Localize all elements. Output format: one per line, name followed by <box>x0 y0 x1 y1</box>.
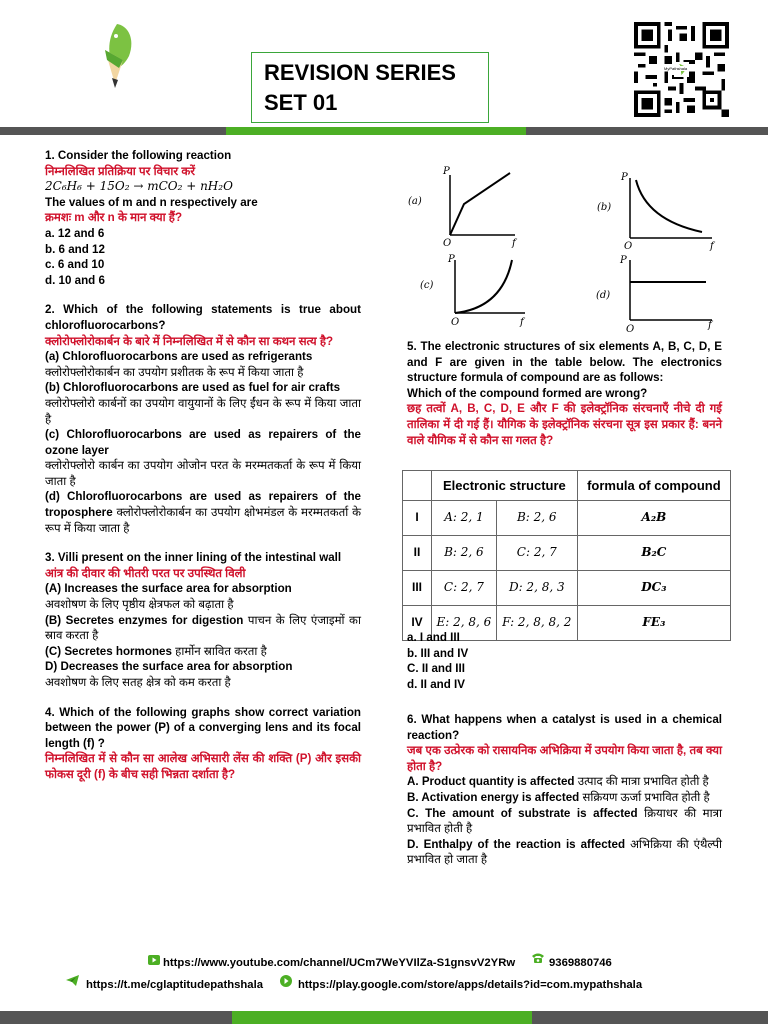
graph-b-axis-p: P <box>621 172 628 183</box>
q3-stem: 3. Villi present on the inner lining of the intestinal wall <box>45 551 342 565</box>
q5-options <box>407 630 722 692</box>
q5-stem-hindi: छह तत्वों A, B, C, D, E और F की इलेक्ट्रॉनिक संरचनाएँ नीचे दी गई तालिका में दी गई हैं। यौगिक के इलेक्ट्रॉनिक संरचना सूत्र इस प्रकार हैं: बनने वाले यौगिक में से कौन सा गलत है? <box>407 402 722 447</box>
q5-row-formula: DC₃ <box>577 571 730 606</box>
graph-a-label: (a) <box>408 196 422 207</box>
q2-option-d-hindi: क्लोरोफ्लोरोकार्बन का उपयोग क्षोभमंडल के मरम्मतकर्ता के रूप में किया जाता है <box>45 506 361 535</box>
q5-row-num: III <box>403 571 432 606</box>
top-bar-grey-right <box>526 127 768 135</box>
q1-equation: 2C₆H₆ + 15O₂ → mCO₂ + nH₂O <box>45 179 233 194</box>
q5-row-e1: B: 2, 6 <box>432 536 497 571</box>
q1-stem-hindi: निम्नलिखित प्रतिक्रिया पर विचार करें <box>45 164 195 178</box>
telegram-link[interactable]: https://t.me/cglaptitudepathshala <box>86 979 263 991</box>
q5-row-formula: B₂C <box>577 536 730 571</box>
graph-c-axis-f: f <box>520 317 524 328</box>
q3-option-c-hindi: हार्मोन स्रावित करता है <box>175 644 267 658</box>
youtube-link[interactable]: https://www.youtube.com/channel/UCm7WeYVIlZa-S1gnsvV2YRw <box>163 957 516 969</box>
q5-row-num: I <box>403 501 432 536</box>
q5-table <box>402 470 731 641</box>
q5-row-e2: D: 2, 8, 3 <box>496 571 577 606</box>
q5-row-num: II <box>403 536 432 571</box>
q2-option-a-hindi: क्लोरोफ्लोरोकार्बन का उपयोग प्रशीतक के रूप में किया जाता है <box>45 365 304 379</box>
table-row <box>403 501 731 536</box>
phone-number[interactable]: 9369880746 <box>549 957 612 969</box>
q2-option-b-hindi: क्लोरोफ्लोरो कार्बनों का उपयोग वायुयानों के लिए ईंधन के रूप में किया जाता है <box>45 396 361 426</box>
graph-c-label: (c) <box>420 280 434 291</box>
graph-b-axis-f: f <box>710 241 714 252</box>
top-bar-grey-left <box>0 127 226 135</box>
q2-option-d[interactable]: (d) Chlorofluorocarbons are used as repairers of the troposphere <box>45 490 361 520</box>
q1-stem: 1. Consider the following reaction <box>45 149 232 162</box>
q6-option-a[interactable]: A. Product quantity is affected <box>407 775 575 789</box>
q5-block <box>407 339 722 448</box>
graph-a-origin: O <box>443 238 452 249</box>
q6-option-b[interactable]: B. Activation energy is affected <box>407 790 580 804</box>
q5-option-d[interactable]: d. II and IV <box>407 677 465 691</box>
graph-c[interactable] <box>420 254 526 328</box>
q5-option-b[interactable]: b. III and IV <box>407 646 469 660</box>
q5-row-num: IV <box>403 606 432 641</box>
q6-option-c[interactable]: C. The amount of substrate is affected <box>407 806 638 820</box>
q2-option-a[interactable]: (a) Chlorofluorocarbons are used as refrigerants <box>45 350 313 364</box>
graph-b-origin: O <box>624 241 633 252</box>
play-store-icon <box>280 975 292 987</box>
q5-option-a[interactable]: a. I and III <box>407 631 460 644</box>
graph-d-label: (d) <box>596 290 611 301</box>
play-store-link[interactable]: https://play.google.com/store/apps/details?id=com.mypathshala <box>298 979 643 991</box>
graph-d-axis-f: f <box>708 320 712 331</box>
qr-label: MyPathshala <box>664 66 688 71</box>
q2-option-c-hindi: क्लोरोफ्लोरो कार्बन का उपयोग ओजोन परत के मरम्मतकर्ता के रूप में किया जाता है <box>45 459 361 488</box>
q5-row-formula: FE₃ <box>577 606 730 641</box>
title-line-1: REVISION SERIES <box>264 60 456 85</box>
q4-stem-hindi: निम्नलिखित में से कौन सा आलेख अभिसारी लेंस की शक्ति (P) और इसकी फोकस दूरी (f) के बीच सही भिन्नता दर्शाता है? <box>45 752 361 781</box>
q5-row-e1: A: 2, 1 <box>432 501 497 536</box>
graph-a-axis-f: f <box>512 238 516 249</box>
q2-option-b[interactable]: (b) Chlorofluorocarbons are used as fuel for air crafts <box>45 381 341 395</box>
top-bar-green <box>226 127 526 135</box>
title-box <box>251 52 489 123</box>
q1-option-a[interactable]: a. 12 and 6 <box>45 226 105 240</box>
graph-b-label: (b) <box>597 202 612 213</box>
q1-line: The values of m and n respectively are <box>45 195 258 209</box>
q5-row-e1: E: 2, 8, 6 <box>432 606 497 641</box>
graph-a-axis-p: P <box>443 166 450 177</box>
q3-option-a-hindi: अवशोषण के लिए पृष्ठीय क्षेत्रफल को बढ़ाता है <box>45 598 234 612</box>
q4-graphs <box>400 160 740 340</box>
youtube-icon <box>148 955 160 965</box>
q6-option-d-hindi: अभिक्रिया की एंथैल्पी प्रभावित हो जाता है <box>407 837 722 867</box>
q2-stem: 2. Which of the following statements is true about chlorofluorocarbons? <box>45 303 361 332</box>
graph-c-origin: O <box>451 317 460 328</box>
left-column <box>45 148 361 783</box>
q5-table-header <box>403 471 731 501</box>
q4-stem: 4. Which of the following graphs show correct variation between the power (P) of a converging lens and its focal length (f) ? <box>45 705 361 750</box>
q5-header-num <box>403 471 432 501</box>
telegram-icon <box>66 975 79 986</box>
graph-c-axis-p: P <box>448 254 455 265</box>
q1-line-hindi: क्रमशः m और n के मान क्या हैं? <box>45 211 183 225</box>
q6-stem: 6. What happens when a catalyst is used in a chemical reaction? <box>407 713 722 742</box>
q5-ask: Which of the compound formed are wrong? <box>407 386 648 400</box>
title-line-2: SET 01 <box>264 90 338 115</box>
q6-stem-hindi: जब एक उत्प्रेरक को रासायनिक अभिक्रिया में उपयोग किया जाता है, तब क्या होता है? <box>407 744 722 773</box>
q2-stem-hindi: क्लोरोफ्लोरोकार्बन के बारे में निम्नलिखित में से कौन सा कथन सत्य है? <box>45 334 334 348</box>
phone-icon <box>531 952 545 964</box>
q1-option-c[interactable]: c. 6 and 10 <box>45 258 105 272</box>
graph-d[interactable] <box>596 255 714 335</box>
q3-option-d-hindi: अवशोषण के लिए सतह क्षेत्र को कम करता है <box>45 676 231 689</box>
q6-option-b-hindi: सक्रियण ऊर्जा प्रभावित होती है <box>582 790 710 804</box>
q5-option-c[interactable]: C. II and III <box>407 662 465 676</box>
graph-d-origin: O <box>626 324 635 335</box>
q6-block <box>407 712 722 868</box>
q5-row-e2: B: 2, 6 <box>496 501 577 536</box>
q5-row-formula: A₂B <box>577 501 730 536</box>
q6-option-d[interactable]: D. Enthalpy of the reaction is affected <box>407 837 626 851</box>
q3-option-b-hindi: पाचन के लिए एंजाइमों का स्राव करता है <box>45 613 361 643</box>
q1-option-d[interactable]: d. 10 and 6 <box>45 273 105 287</box>
table-row <box>403 536 731 571</box>
q1-option-b[interactable]: b. 6 and 12 <box>45 242 105 256</box>
bottom-bar-grey-right <box>532 1011 768 1024</box>
q3-option-a[interactable]: (A) Increases the surface area for absorption <box>45 582 292 596</box>
bottom-bar-grey-left <box>0 1011 232 1024</box>
graph-a[interactable] <box>408 166 518 249</box>
graph-d-axis-p: P <box>620 255 627 266</box>
q6-option-a-hindi: उत्पाद की मात्रा प्रभावित होती है <box>577 775 709 789</box>
bottom-bar-green <box>232 1011 532 1024</box>
q5-row-e2: F: 2, 8, 8, 2 <box>496 606 577 641</box>
table-row <box>403 571 731 606</box>
q3-option-d[interactable]: D) Decreases the surface area for absorption <box>45 660 293 674</box>
q5-header-structure: Electronic structure <box>432 471 578 501</box>
q5-row-e1: C: 2, 7 <box>432 571 497 606</box>
q3-option-b[interactable]: (B) Secretes enzymes for digestion <box>45 613 244 627</box>
q5-stem: 5. The electronic structures of six elements A, B, C, D, E and F are given in the table below. The electronics structure formula of compound are as follows: <box>407 340 722 385</box>
q5-row-e2: C: 2, 7 <box>496 536 577 571</box>
q2-option-c[interactable]: (c) Chlorofluorocarbons are used as repairers of the ozone layer <box>45 428 361 457</box>
q5-header-formula: formula of compound <box>577 471 730 501</box>
graph-b[interactable] <box>597 172 716 252</box>
q3-option-c[interactable]: (C) Secretes hormones <box>45 644 172 658</box>
q6-option-c-hindi: क्रियाधर की मात्रा प्रभावित होती है <box>407 806 722 836</box>
pencil-leaf-logo-icon <box>95 20 140 92</box>
q3-stem-hindi: आंत्र की दीवार की भीतरी परत पर उपस्थित विली <box>45 566 246 580</box>
